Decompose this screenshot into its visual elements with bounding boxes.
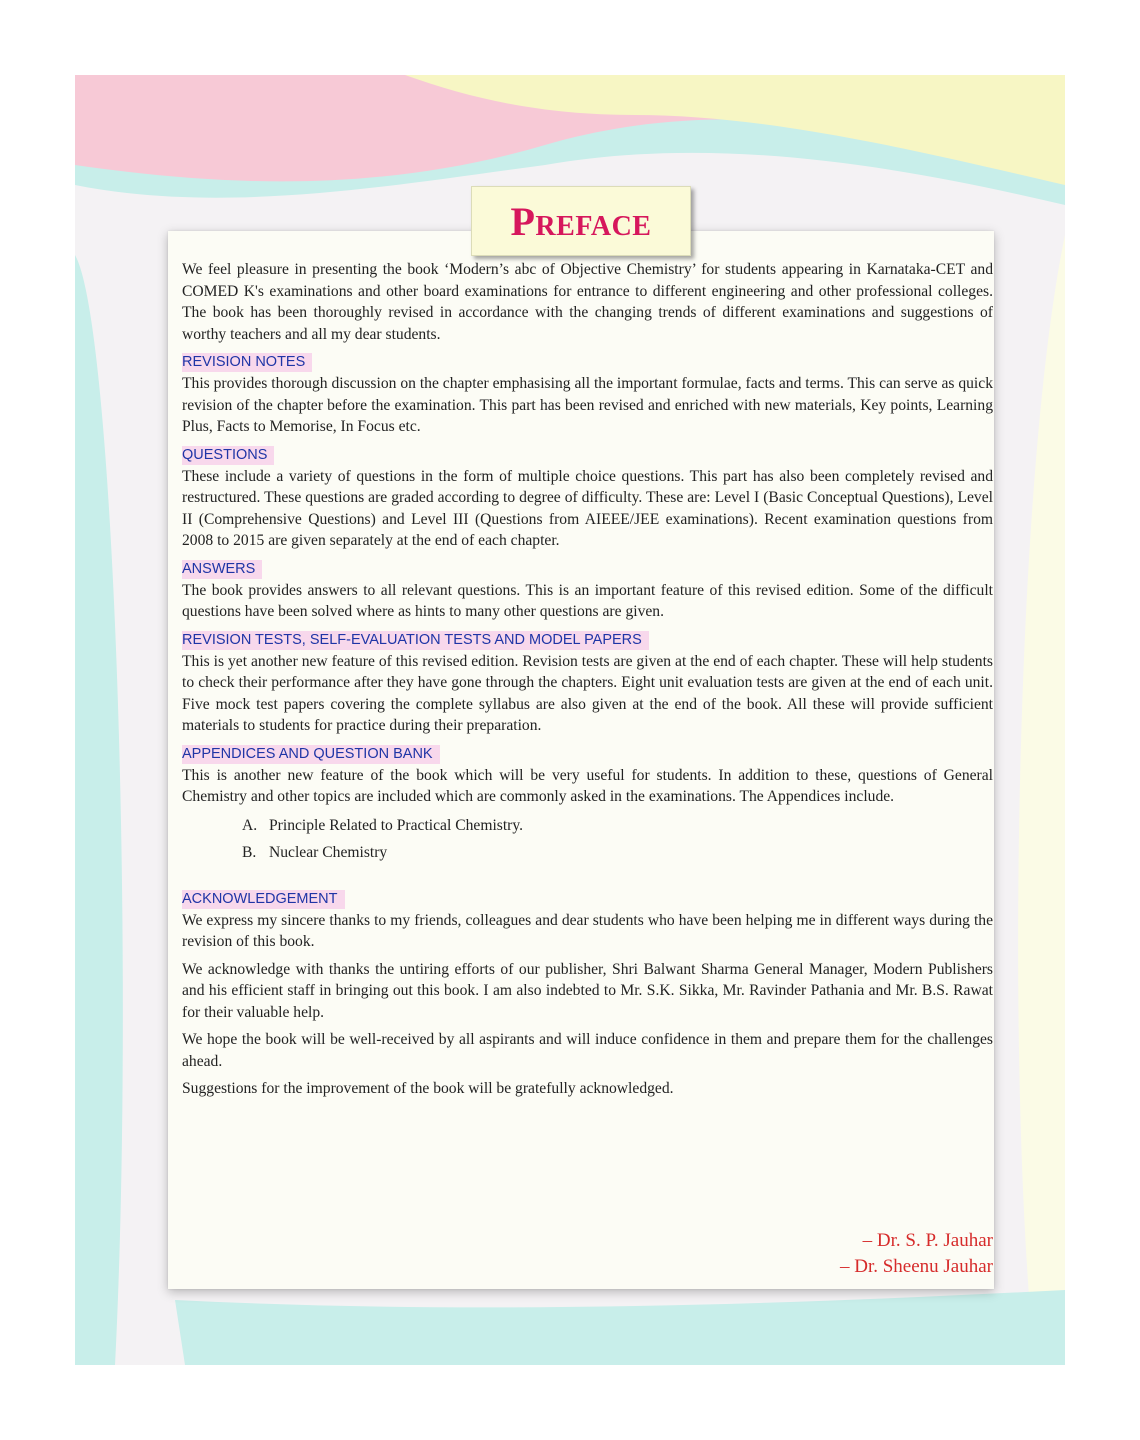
section-heading: QUESTIONS — [182, 446, 274, 465]
list-item-label: A. — [242, 816, 258, 834]
section-heading: ANSWERS — [182, 560, 262, 579]
section-text: This provides thorough discussion on the chapter emphasising all the important formulae, facts and terms. This can serve as quick revision of the chapter before the examination. This part has been revised and enriched with new materials, Key points, Learning Plus, Facts to Memorise, In Focus etc. — [182, 375, 993, 435]
list-item — [242, 812, 993, 839]
signature-block — [840, 1228, 993, 1280]
section-appendices — [182, 743, 993, 866]
signature-line: – Dr. S. P. Jauhar — [862, 1230, 993, 1251]
page — [75, 75, 1065, 1365]
list-item-text: Nuclear Chemistry — [269, 843, 388, 861]
list-item-text: Principle Related to Practical Chemistry. — [269, 816, 524, 834]
section-questions — [182, 444, 993, 552]
section-text: This is another new feature of the book which will be very useful for students. In addition to these, questions of General Chemistry and other topics are included which are commonly asked in the examinations. The Appendices include. — [182, 766, 993, 805]
section-answers — [182, 558, 993, 623]
section-text: This is yet another new feature of this revised edition. Revision tests are given at the end of each chapter. These will help students to check their performance after they have gone through the chapters. Eight unit evaluation tests are given at the end of each unit. Five mock test papers covering the complete syllabus are also given at the end of the book. All these will provide sufficient materials to students for practice during their preparation. — [182, 652, 993, 734]
section-text: The book provides answers to all relevant questions. This is an important feature of this revised edition. Some of the difficult questions have been solved where as hints to many other questions are given. — [182, 581, 993, 620]
section-text: These include a variety of questions in the form of multiple choice questions. This part has also been completely revised and restructured. These questions are graded according to degree of difficulty. These are: Level I (Basic Conceptual Questions), Level II (Comprehensive Questions) and Level III (Questions from AIEEE/JEE examinations). Recent examination questions from 2008 to 2015 are given separately at the end of each chapter. — [182, 467, 993, 549]
preface-content — [182, 259, 993, 1100]
appendices-list — [242, 812, 993, 866]
section-heading: REVISION TESTS, SELF-EVALUATION TESTS AND MODEL PAPERS — [182, 631, 649, 650]
intro-paragraph: We feel pleasure in presenting the book ‘Modern’s abc of Objective Chemistry’ for students appearing in Karnataka-CET and COMED K's examinations and other board examinations for entrance to different engineering and other professional colleges. The book has been thoroughly revised in accordance with the changing trends of different examinations and suggestions of worthy teachers and all my dear students. — [182, 261, 993, 343]
section-heading: REVISION NOTES — [182, 353, 312, 372]
ack-paragraph: We express my sincere thanks to my friends, colleagues and dear students who have been helping me in different ways during the revision of this book. — [182, 911, 993, 950]
list-item — [242, 839, 993, 866]
list-item-label: B. — [242, 843, 257, 861]
ack-paragraph: Suggestions for the improvement of the book will be gratefully acknowledged. — [182, 1080, 674, 1097]
section-revision-tests — [182, 629, 993, 737]
section-heading: ACKNOWLEDGEMENT — [182, 890, 345, 909]
ack-paragraph: We acknowledge with thanks the untiring efforts of our publisher, Shri Balwant Sharma General Manager, Modern Publishers and his efficient staff in bringing out this book. I am also indebted to Mr. S.K. Sikka, Mr. Ravinder Pathania and Mr. B.S. Rawat for their valuable help. — [182, 960, 993, 1021]
ack-paragraph: We hope the book will be well-received by all aspirants and will induce confidence in them and prepare them for the challenges ahead. — [182, 1031, 993, 1070]
page-title: Preface — [510, 198, 652, 244]
section-revision-notes — [182, 351, 993, 438]
section-acknowledgement — [182, 888, 993, 1100]
signature-line: – Dr. Sheenu Jauhar — [839, 1256, 993, 1277]
title-box — [471, 186, 691, 256]
section-heading: APPENDICES AND QUESTION BANK — [182, 745, 440, 764]
